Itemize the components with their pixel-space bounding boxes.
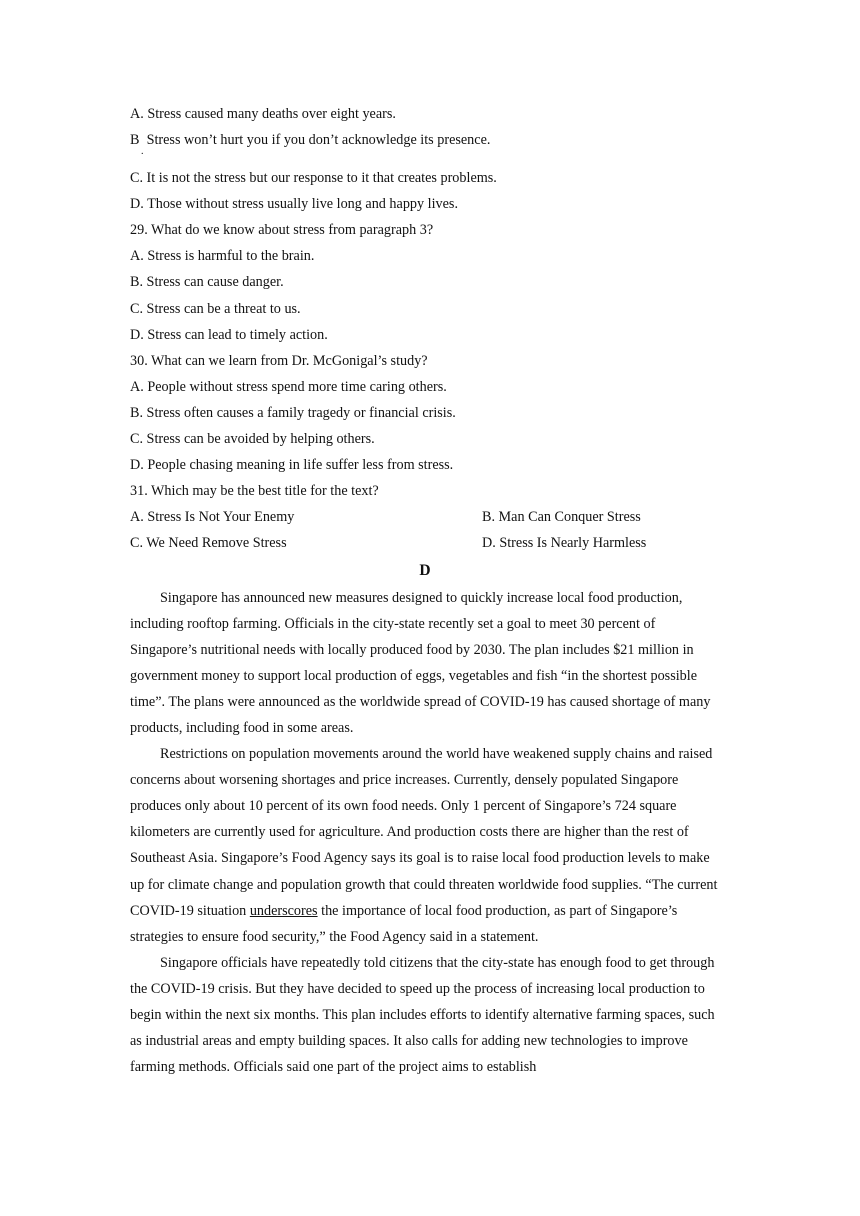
q31-question: 31. Which may be the best title for the text? bbox=[130, 483, 379, 500]
q31-options-row-1 bbox=[130, 504, 720, 530]
q31-options-row-2 bbox=[130, 530, 720, 556]
q29-option-c: C. Stress can be a threat to us. bbox=[130, 300, 301, 317]
q28-option-b-text: Stress won’t hurt you if you don’t acknowledge its presence. bbox=[146, 132, 491, 149]
section-d-title: D bbox=[419, 561, 431, 579]
q28-option-d: D. Those without stress usually live long and happy lives. bbox=[130, 196, 458, 213]
underlined-word: underscores bbox=[249, 902, 318, 919]
q29-option-b: B. Stress can cause danger. bbox=[130, 274, 284, 291]
q28-option-b-dot: . bbox=[141, 146, 144, 158]
q30-question: 30. What can we learn from Dr. McGonigal’s study? bbox=[130, 352, 428, 369]
q30-option-b: B. Stress often causes a family tragedy or financial crisis. bbox=[130, 404, 456, 421]
q30-option-d: D. People chasing meaning in life suffer less from stress. bbox=[130, 457, 454, 474]
paragraph-2-text-before: Restrictions on population movements around the world have weakened supply chains and raised concerns about worsening shortages and price increases. Currently, densely populated Singapore produces only about 10 percent of its own food needs. Only 1 percent of Singapore’s 724 square kilometers are currently used for agriculture. And production costs there are higher than the rest of Southeast Asia. Singapore’s Food Agency says its goal is to raise local food production levels to make up for climate change and population growth that could threaten worldwide food supplies. “The current COVID-19 situation bbox=[130, 746, 718, 919]
q31-option-d: D. Stress Is Nearly Harmless bbox=[482, 535, 647, 552]
q31-option-b: B. Man Can Conquer Stress bbox=[482, 509, 641, 526]
paragraph-2-text-after: the importance of local food production, as part of Singapore’s strategies to ensure food security,” the Food Agency said in a statement. bbox=[130, 902, 678, 945]
q29-option-d: D. Stress can lead to timely action. bbox=[130, 326, 328, 343]
q30-option-c: C. Stress can be avoided by helping others. bbox=[130, 431, 375, 448]
q29-option-a: A. Stress is harmful to the brain. bbox=[130, 248, 315, 265]
q28-option-c: C. It is not the stress but our response to it that creates problems. bbox=[130, 170, 497, 187]
q31-option-c: C. We Need Remove Stress bbox=[130, 535, 287, 552]
section-d-paragraph-3: Singapore officials have repeatedly told citizens that the city-state has enough food to get through the COVID-19 crisis. But they have decided to speed up the process of increasing local production to begin within the next six months. This plan includes efforts to identify alternative farming spaces, such as industrial areas and empty building spaces. It also calls for adding new technologies to improve farming methods. Officials said one part of the project aims to establish bbox=[130, 954, 715, 1076]
q29-question: 29. What do we know about stress from paragraph 3? bbox=[130, 222, 434, 239]
q28-option-a: A. Stress caused many deaths over eight years. bbox=[130, 106, 396, 122]
q28-option-b-letter: B bbox=[130, 132, 140, 149]
q30-option-a: A. People without stress spend more time caring others. bbox=[130, 378, 447, 395]
q31-option-a: A. Stress Is Not Your Enemy bbox=[130, 509, 295, 526]
section-d-paragraph-2 bbox=[130, 741, 722, 950]
section-d-paragraph-1: Singapore has announced new measures designed to quickly increase local food production, including rooftop farming. Officials in the city-state recently set a goal to meet 30 percent of Singapore’s nutritional needs with locally produced food by 2030. The plan includes $21 million in government money to support local production of eggs, vegetables and fish “in the shortest possible time”. The plans were announced as the worldwide spread of COVID-19 has caused shortage of many products, including food in some areas. bbox=[130, 589, 711, 736]
q28-option-b bbox=[130, 127, 720, 165]
exam-page bbox=[130, 101, 720, 1080]
